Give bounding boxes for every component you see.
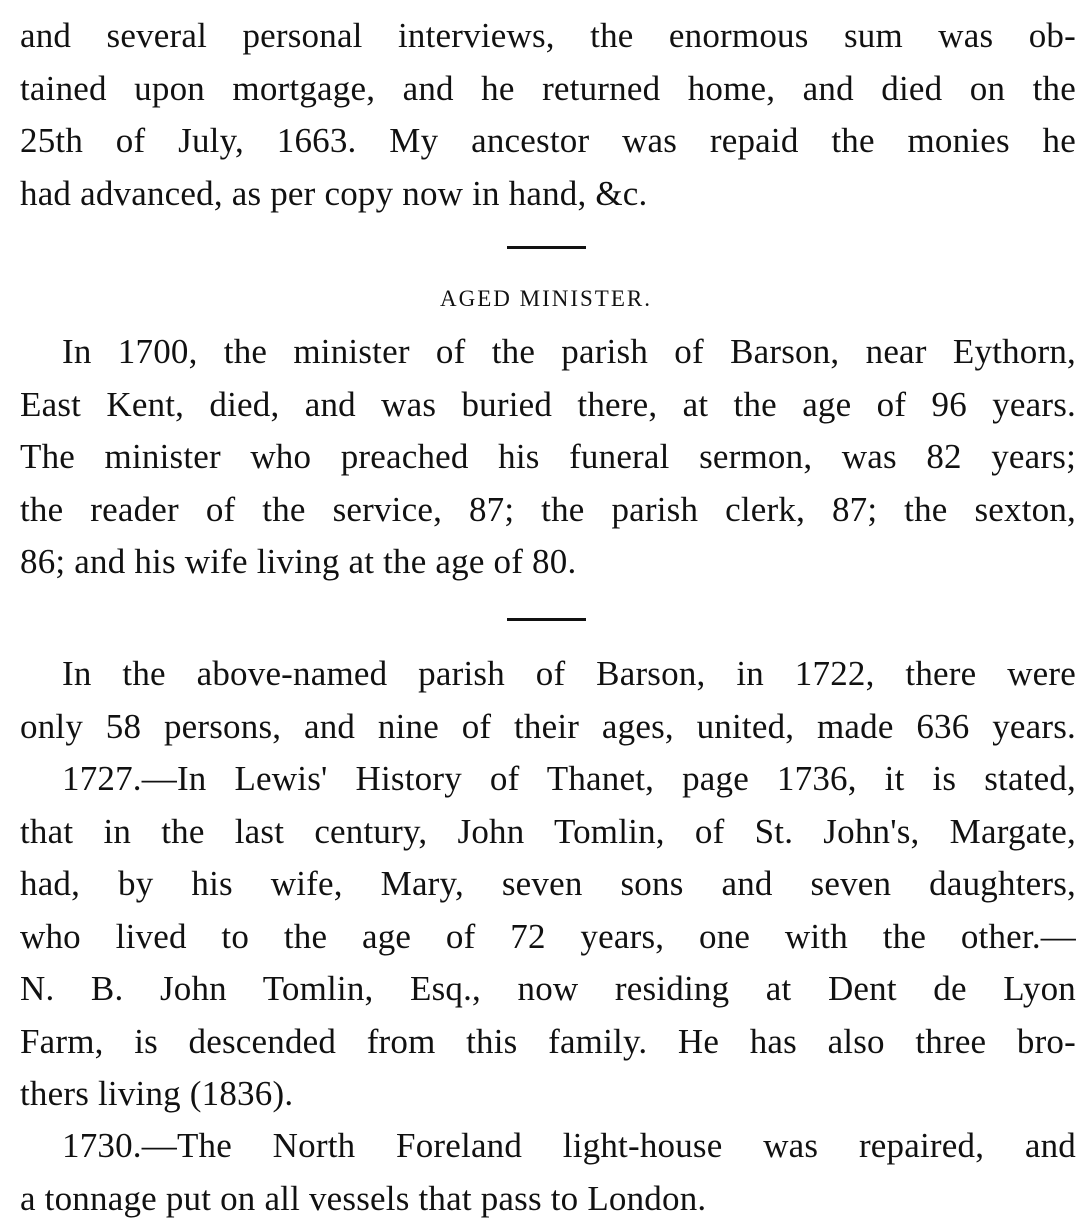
text-line: had advanced, as per copy now in hand, &c. bbox=[20, 173, 648, 213]
text-line: Farm, is descended from this family. He has also three bro- bbox=[20, 1021, 1076, 1061]
text-line: In the above-named parish of Barson, in 1722, there were bbox=[62, 654, 1076, 693]
text-line: tained upon mortgage, and he returned home, and died on the bbox=[20, 68, 1076, 108]
text-line: In 1700, the minister of the parish of Barson, near Eythorn, bbox=[62, 332, 1076, 371]
text-line: 86; and his wife living at the age of 80. bbox=[20, 542, 577, 581]
text-line: East Kent, died, and was buried there, at the age of 96 years. bbox=[20, 384, 1076, 424]
text-line: only 58 persons, and nine of their ages, united, made 636 years. bbox=[20, 706, 1076, 746]
text-line: a tonnage put on all vessels that pass to London. bbox=[20, 1178, 707, 1218]
text-line: had, by his wife, Mary, seven sons and seven daughters, bbox=[20, 864, 1076, 903]
section-heading: AGED MINISTER. bbox=[440, 286, 652, 311]
text-line: 1727.—In Lewis' History of Thanet, page 1736, it is stated, bbox=[62, 759, 1076, 798]
text-line: 25th of July, 1663. My ancestor was repaid the monies he bbox=[20, 121, 1076, 160]
paragraph-aged-minister bbox=[20, 326, 1076, 589]
text-line: The minister who preached his funeral sermon, was 82 years; bbox=[20, 437, 1076, 476]
section-divider bbox=[507, 246, 586, 249]
paragraph-mortgage bbox=[20, 10, 1076, 220]
text-line: N. B. John Tomlin, Esq., now residing at Dent de Lyon bbox=[20, 969, 1076, 1008]
text-line: that in the last century, John Tomlin, of St. John's, Margate, bbox=[20, 811, 1076, 851]
text-line: the reader of the service, 87; the parish clerk, 87; the sexton, bbox=[20, 489, 1076, 529]
text-line: and several personal interviews, the enormous sum was ob- bbox=[20, 16, 1076, 55]
paragraph-1727-tomlin bbox=[20, 753, 1076, 1121]
text-line: 1730.—The North Foreland light-house was repaired, and bbox=[62, 1126, 1076, 1165]
text-line: who lived to the age of 72 years, one with the other.— bbox=[20, 916, 1076, 956]
text-line: thers living (1836). bbox=[20, 1074, 294, 1113]
paragraph-1730-lighthouse bbox=[20, 1120, 1076, 1225]
paragraph-barson-persons bbox=[20, 648, 1076, 753]
section-divider bbox=[507, 618, 586, 621]
